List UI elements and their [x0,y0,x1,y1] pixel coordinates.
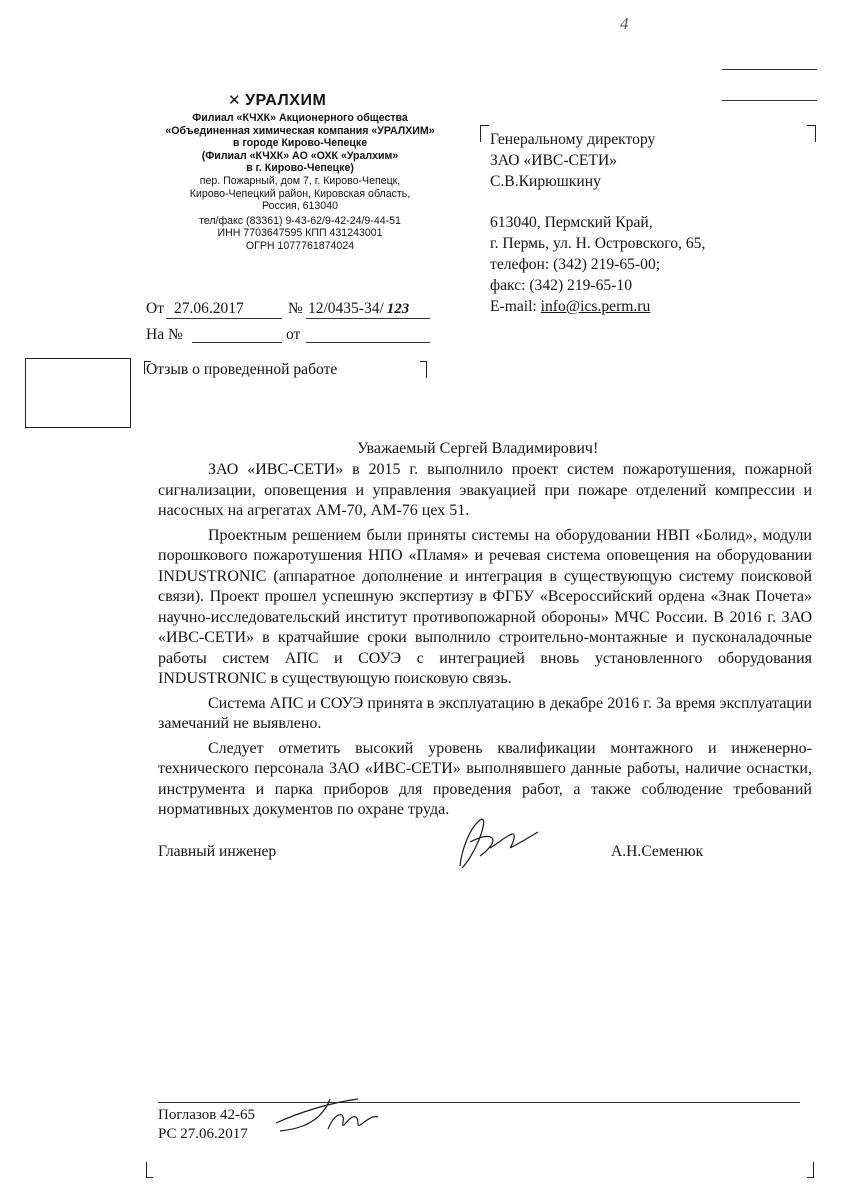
outgoing-number [308,300,409,318]
top-right-line-1 [722,69,817,70]
sender-line: в городе Кирово-Чепецке [232,137,368,150]
sender-line: «Объединенная химическая компания «УРАЛХИМ» [165,124,435,137]
crop-mark-bottom-right [807,1162,814,1178]
outgoing-number-text: 12/0435-34/ [308,300,384,317]
recipient-line: Генеральному директору [490,131,656,148]
from-label: От [146,300,164,317]
sender-line: Филиал «КЧХК» Акционерного общества [192,112,408,124]
incoming-number-label: На № [146,326,183,343]
address-line: телефон: (342) 219-65-00; [490,256,661,273]
sender-line: Россия, 613040 [262,200,338,213]
recipient-bracket-right [807,125,816,142]
sender-line: пер. Пожарный, дом 7, г. Кирово-Чепецк, [199,174,401,187]
body-paragraph: ЗАО «ИВС-СЕТИ» в 2015 г. выполнило проект систем пожаротушения, пожарной сигнализации, оповещения и управления эвакуацией при пожаре отделений компрессии и насосных на агрегатах АМ-70, АМ-76 цех 51. [158,461,812,519]
address-line: г. Пермь, ул. Н. Островского, 65, [490,235,706,252]
signer-title: Главный инженер [158,843,277,860]
recipient-bracket-left [480,125,489,142]
date-underline [166,318,282,319]
greeting: Уважаемый Сергей Владимирович! [357,440,599,457]
recipient-line: ЗАО «ИВС-СЕТИ» [490,152,618,169]
recipient-line: С.В.Кирюшкину [490,173,601,190]
body-paragraph: Проектным решением были приняты системы на оборудовании НВП «Болид», модули порошкового пожаротушения НПО «Пламя» и речевая система оповещения на оборудовании INDUSTRONIC (аппаратное дополнение и интеграция в существующую систему поисковой связи). Проект прошел успешную экспертизу в ФГБУ «Всероссийский ордена «Знак Почета» научно-исследовательский институт противопожарной обороны» МЧС России. В 2016 г. ЗАО «ИВС-СЕТИ» в кратчайшие сроки выполнило строительно-монтажные и пусконаладочные работы систем АПС и СОУЭ с интеграцией вновь установленного оборудования INDUSTRONIC в существующую поисковую связь. [158,526,812,687]
top-right-line-2 [722,100,817,101]
uralchem-logo [228,91,358,111]
footer-line [158,1102,800,1103]
handwritten-number: 123 [386,301,410,317]
signer-name: А.Н.Семенюк [611,843,704,860]
outgoing-date: 27.06.2017 [174,300,244,317]
recipient-block [490,129,655,192]
incoming-date-underline [306,342,430,343]
sender-line: ОГРН 1077761874024 [245,239,355,252]
sender-line: Кирово-Чепецкий район, Кировская область, [189,187,411,200]
executor-name-phone: Поглазов 42-65 [158,1107,256,1123]
letter-body [158,460,812,825]
executor-signature [268,1085,398,1145]
email-label: E-mail: [490,298,541,315]
incoming-date-label: от [286,326,301,343]
sender-line: в г. Кирово-Чепецке) [246,162,354,175]
handwritten-signature [440,808,550,878]
letter-subject: Отзыв о проведенной работе [146,361,338,378]
number-label: № [288,300,303,317]
logo-text: УРАЛХИМ [245,92,327,109]
recipient-address [490,212,705,317]
sender-block [140,112,460,253]
email-line [490,296,705,317]
sender-line: ИНН 7703647595 КПП 431243001 [217,227,383,240]
crop-mark-bottom-left [146,1162,153,1178]
body-paragraph: Следует отметить высокий уровень квалификации монтажного и инженерно-технического персонала ЗАО «ИВС-СЕТИ» выполнявшего данные работы, наличие оснастки, инструмента и парка приборов для проведения работ, а также соблюдение требований нормативных документов по охране труда. [158,739,812,818]
sender-line: (Филиал «КЧХК» АО «ОХК «Уралхим» [201,149,399,162]
executor-initials-date: РС 27.06.2017 [158,1126,248,1142]
body-paragraph: Система АПС и СОУЭ принята в эксплуатацию в декабре 2016 г. За время эксплуатации замечаний не выявлено. [158,694,812,732]
incoming-number-underline [192,342,282,343]
logo-icon: ✕ [228,92,242,109]
registration-box [25,358,131,428]
sender-line: тел/факс (83361) 9-43-62/9-42-24/9-44-51 [199,214,401,227]
address-line: 613040, Пермский Край, [490,214,653,231]
number-underline [306,318,430,319]
address-line: факс: (342) 219-65-10 [490,277,633,294]
handwritten-corner-mark: 4 [620,14,628,33]
executor-info [158,1106,255,1144]
email-link[interactable]: info@ics.perm.ru [540,298,651,315]
subject-bracket-right [420,361,427,378]
